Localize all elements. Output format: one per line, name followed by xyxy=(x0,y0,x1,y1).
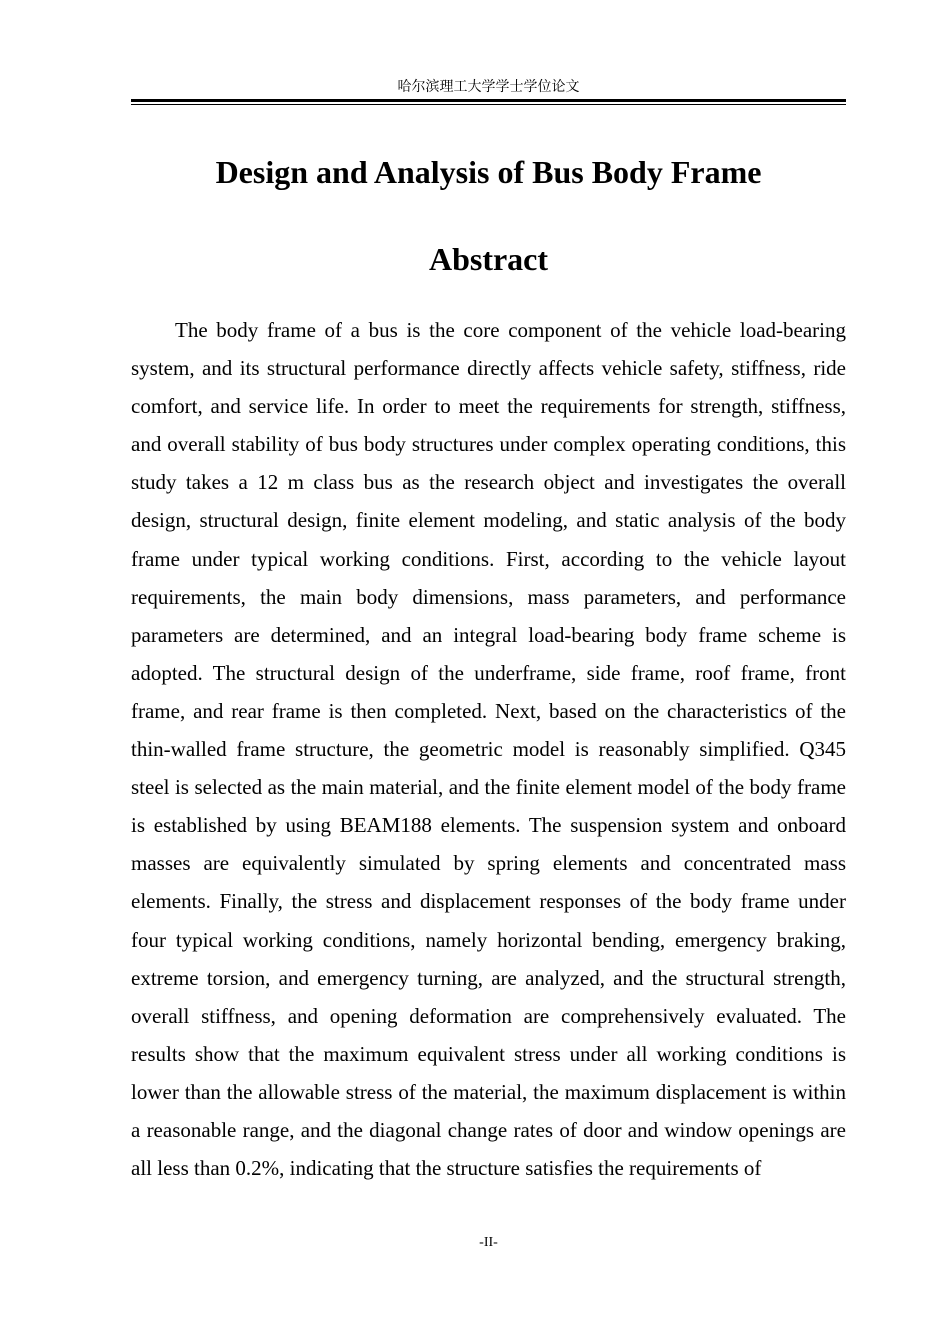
page-number: -II- xyxy=(479,1235,498,1250)
document-title: Design and Analysis of Bus Body Frame xyxy=(215,154,762,190)
abstract-paragraph: The body frame of a bus is the core component of the vehicle load-bearing system, and its structural performance directly affects vehicle safety, stiffness, ride comfort, and service life. In order to meet the requirements for strength, stiffness, and overall stability of bus body structures under complex operating conditions, this study takes a 12 m class bus as the research object and investigates the overall design, structural design, finite element modeling, and static analysis of the body frame under typical working conditions. First, according to the vehicle layout requirements, the main body dimensions, mass parameters, and performance parameters are determined, and an integral load-bearing body frame scheme is adopted. The structural design of the underframe, side frame, roof frame, front frame, and rear frame is then completed. Next, based on the characteristics of the thin-walled frame structure, the geometric model is reasonably simplified. Q345 steel is selected as the main material, and the finite element model of the body frame is established by using BEAM188 elements. The suspension system and onboard masses are equivalently simulated by spring elements and concentrated mass elements. Finally, the stress and displacement responses of the body frame under four typical working conditions, namely horizontal bending, emergency braking, extreme torsion, and emergency turning, are analyzed, and the structural strength, overall stiffness, and opening deformation are comprehensively evaluated. The results show that the maximum equivalent stress under all working conditions is lower than the allowable stress of the material, the maximum displacement is within a reasonable range, and the diagonal change rates of door and window openings are all less than 0.2%, indicating that the structure satisfies the requirements of xyxy=(131,318,846,1181)
running-header: 哈尔滨理工大学学士学位论文 xyxy=(397,79,580,95)
header-rule-thin xyxy=(131,104,846,105)
header-rule-thick xyxy=(131,99,846,102)
abstract-heading: Abstract xyxy=(428,241,549,277)
